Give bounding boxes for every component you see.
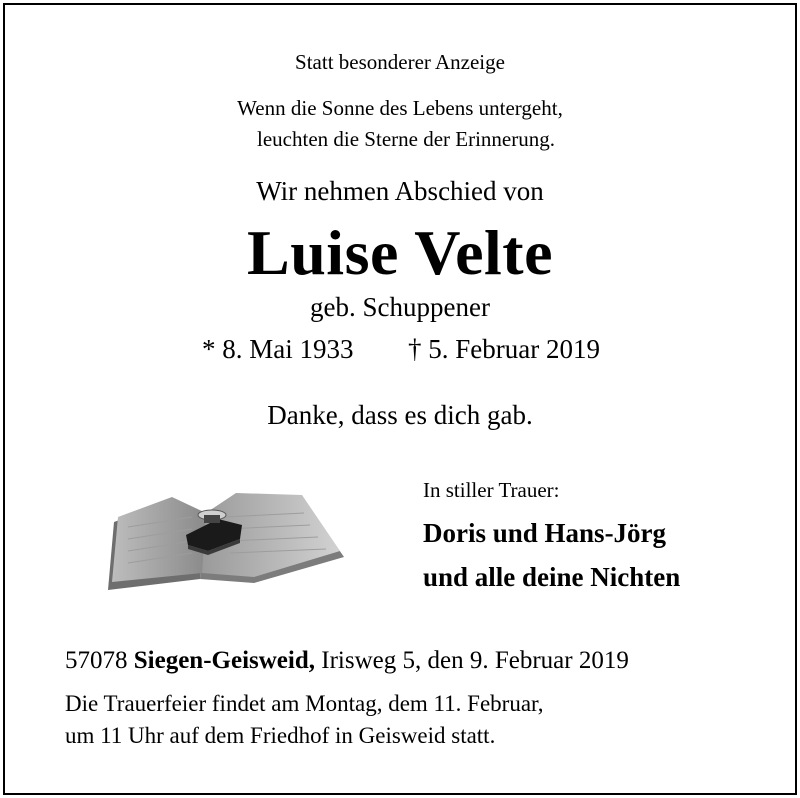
notice-border [3, 3, 797, 795]
service-line-2: um 11 Uhr auf dem Friedhof in Geisweid statt. [65, 723, 496, 748]
quote-line-1: Wenn die Sonne des Lebens untergeht, [237, 96, 563, 120]
maiden-name: geb. Schuppener [310, 292, 490, 322]
farewell-intro: Wir nehmen Abschied von [256, 176, 544, 206]
quote-line-2: leuchten die Sterne der Erinnerung. [257, 127, 555, 151]
service-line-1: Die Trauerfeier findet am Montag, dem 11. Februar, [65, 691, 544, 716]
city: Siegen-Geisweid, [133, 647, 315, 674]
mourners-line-2: und alle deine Nichten [423, 562, 681, 592]
mourning-label: In stiller Trauer: [423, 478, 560, 502]
deceased-name: Luise Velte [247, 217, 553, 288]
notice-header: Statt besonderer Anzeige [295, 50, 505, 74]
birth-date: * 8. Mai 1933 [202, 334, 354, 364]
address-rest: Irisweg 5, den 9. Februar 2019 [321, 647, 629, 674]
postal-code: 57078 [65, 647, 128, 674]
open-book-image [104, 487, 346, 597]
death-date: † 5. Februar 2019 [408, 334, 600, 364]
thanks-line: Danke, dass es dich gab. [267, 400, 533, 430]
address-line [65, 647, 629, 675]
mourners-line-1: Doris und Hans-Jörg [423, 518, 667, 548]
